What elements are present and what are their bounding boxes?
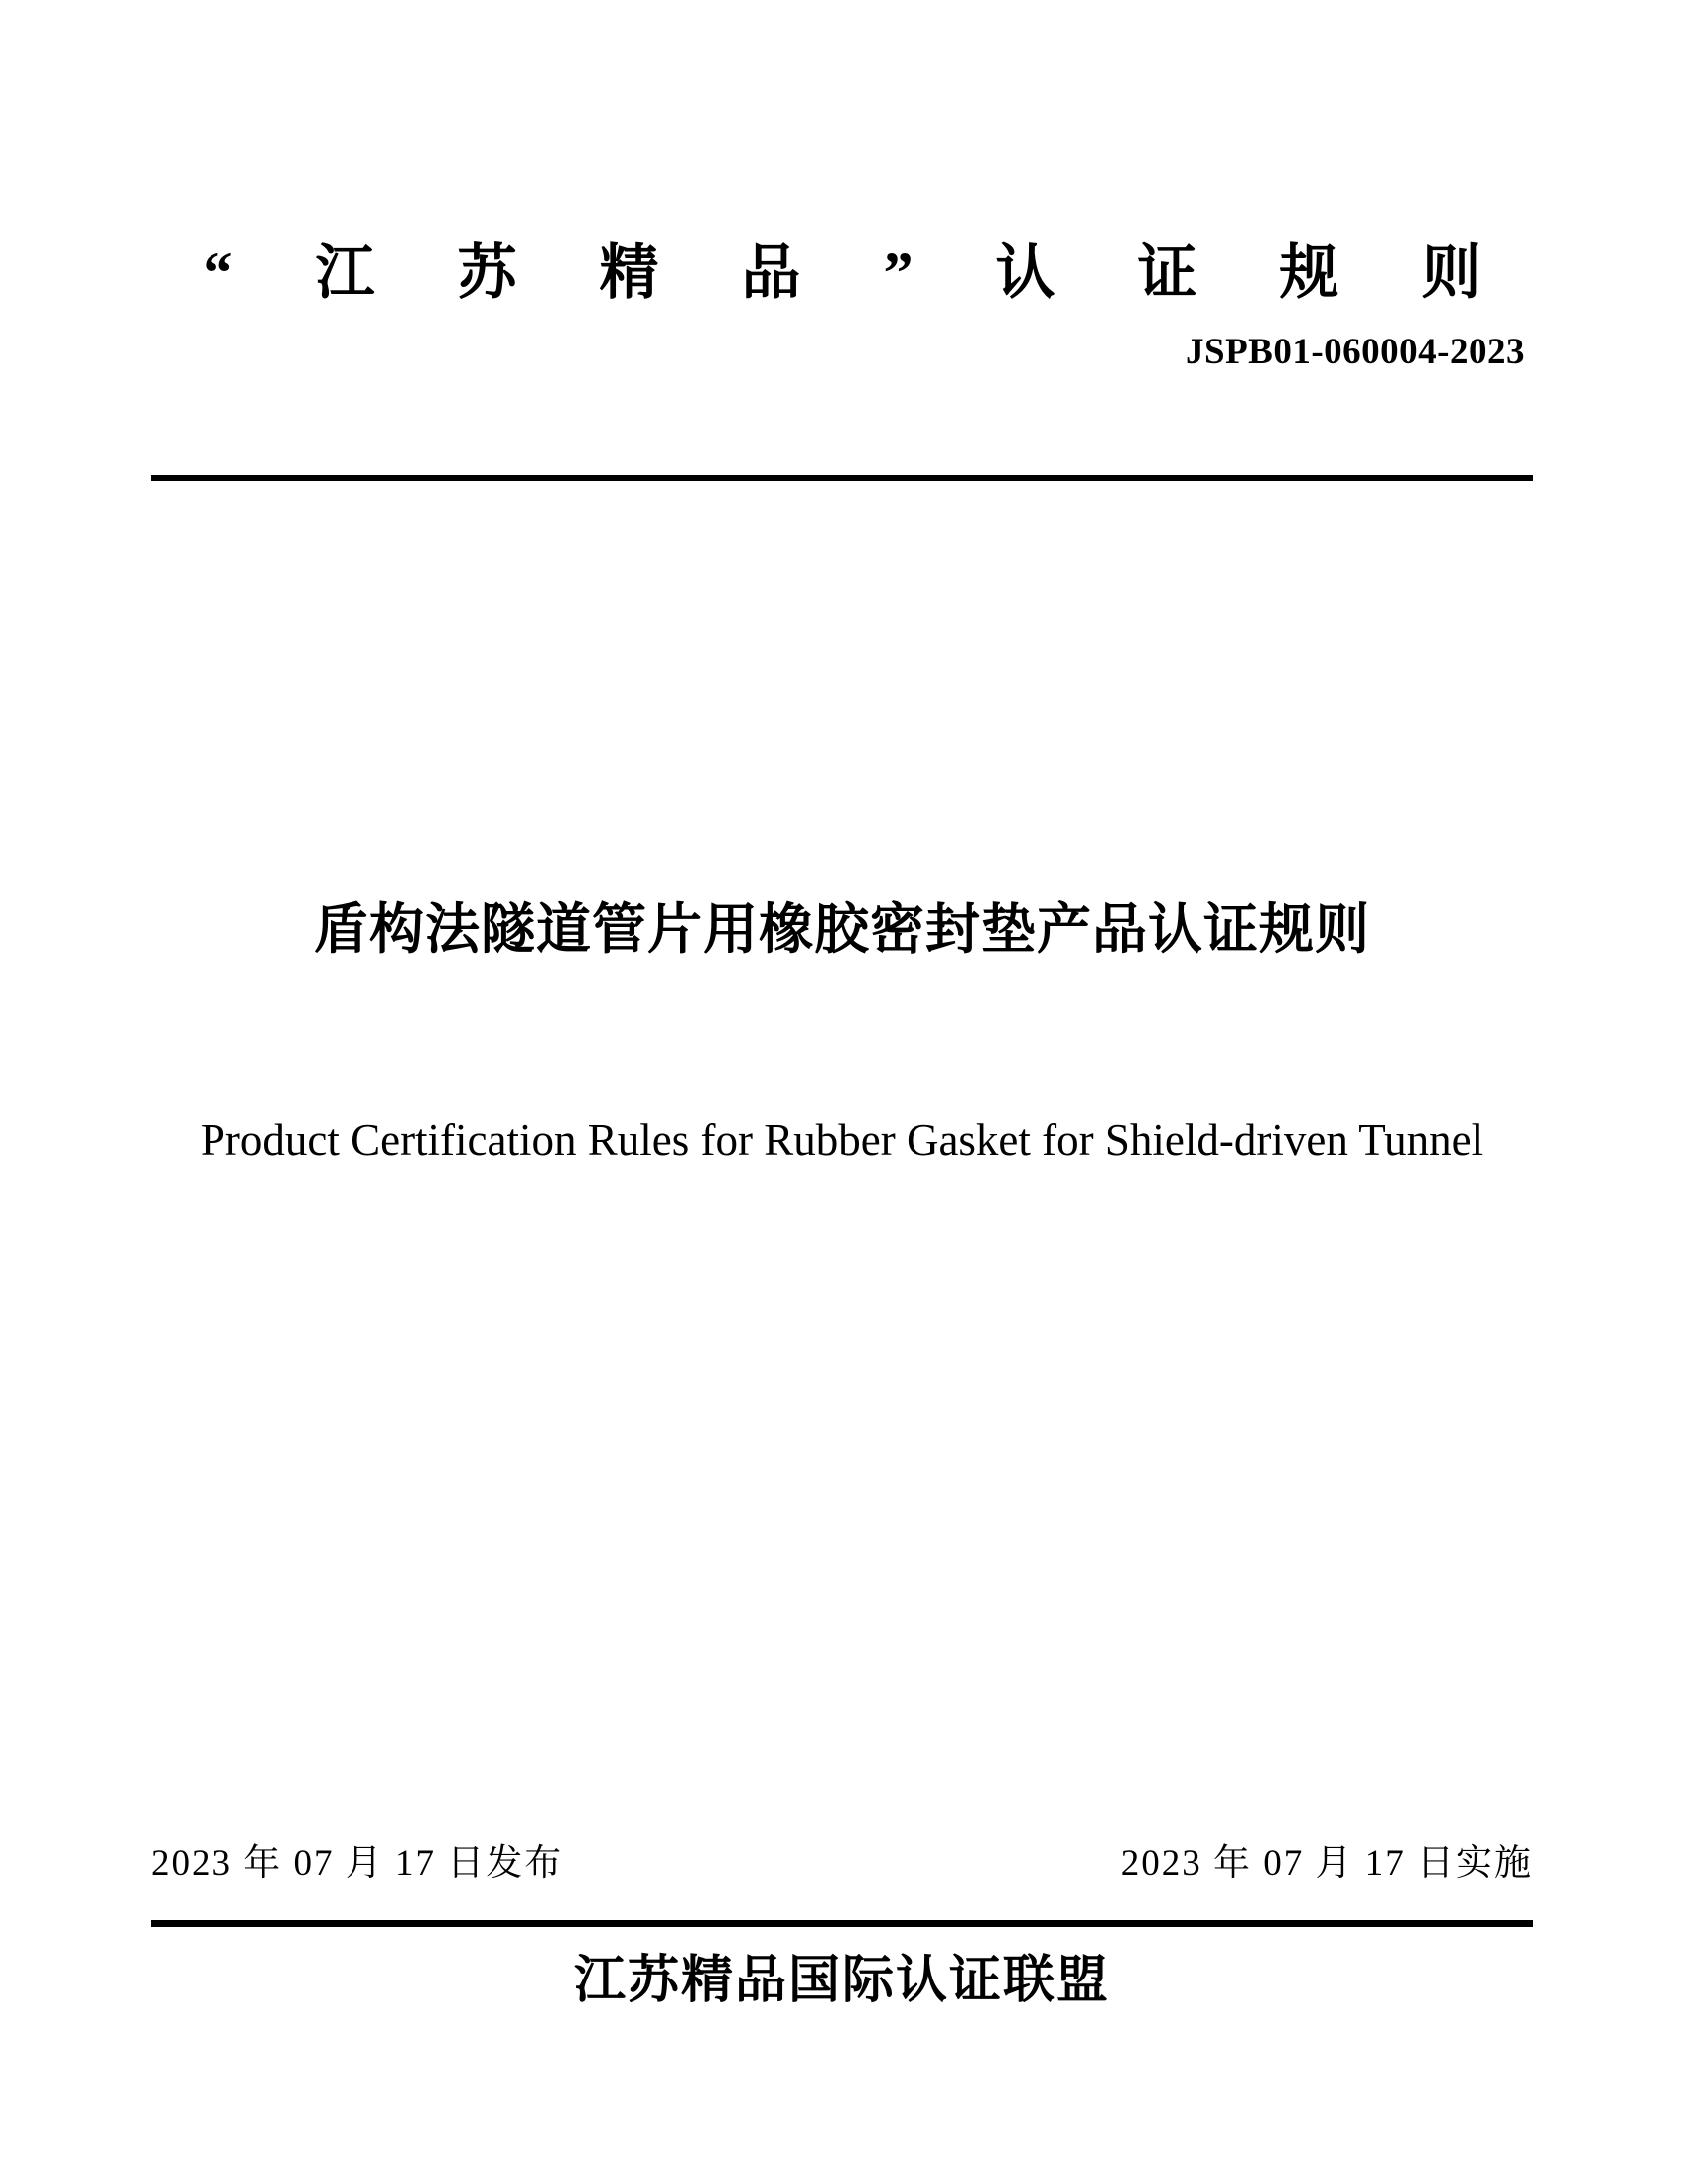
footer-date-row (151, 1833, 1533, 1886)
page-title-english: Product Certification Rules for Rubber Gasket for Shield-driven Tunnel (200, 1115, 1484, 1165)
header-divider-rule (151, 475, 1533, 481)
issue-date: 2023 年 07 月 17 日发布 (151, 1843, 564, 1884)
issuing-organization: 江苏精品国际认证联盟 (573, 1953, 1110, 2009)
footer-divider-rule (151, 1920, 1533, 1927)
series-title: “ 江 苏 精 品 ” 认 证 规 则 (203, 240, 1515, 306)
document-title-block (151, 893, 1533, 1175)
document-header (151, 149, 1533, 373)
page-title-chinese: 盾构法隧道管片用橡胶密封垫产品认证规则 (313, 899, 1370, 960)
document-number: JSPB01-060004-2023 (1186, 332, 1525, 372)
effective-date: 2023 年 07 月 17 日实施 (1120, 1843, 1533, 1884)
